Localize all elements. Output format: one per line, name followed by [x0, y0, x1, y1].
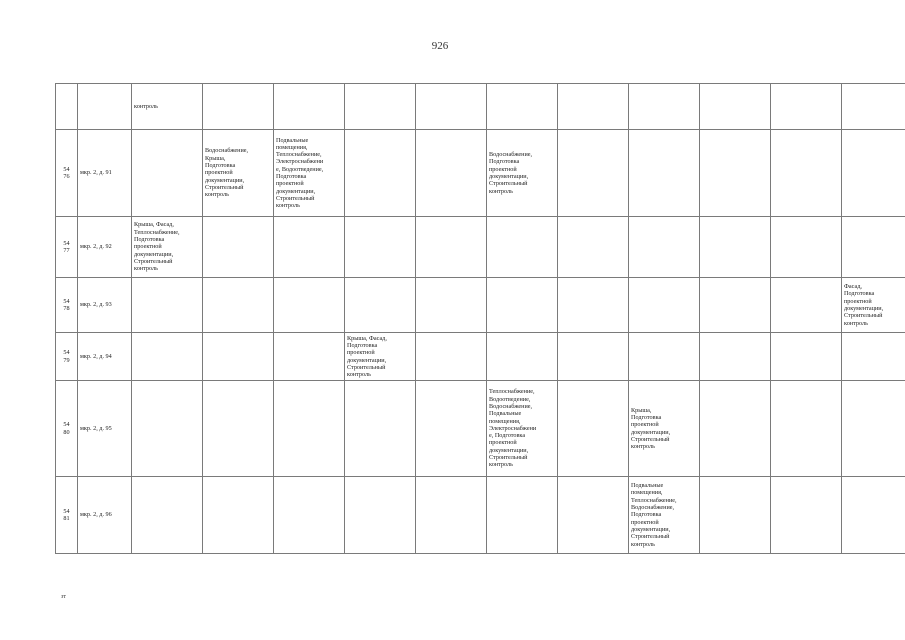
work-item-text: Строительный — [844, 312, 883, 320]
work-cell — [487, 381, 558, 477]
work-cell — [842, 381, 905, 477]
work-cell — [700, 477, 771, 554]
work-item-text: проектной — [276, 180, 304, 188]
work-cell — [771, 278, 842, 333]
work-item-text: Подготовка — [205, 162, 236, 170]
work-item-text: контроль — [631, 540, 655, 548]
row-number-part: 76 — [63, 173, 70, 180]
work-item-text: Подготовка — [347, 341, 378, 349]
work-cell — [487, 278, 558, 333]
work-cell — [132, 84, 203, 130]
work-cell — [700, 381, 771, 477]
table-row — [56, 130, 905, 217]
work-cell — [345, 84, 416, 130]
work-cell — [274, 278, 345, 333]
row-number-part: 54 — [63, 239, 70, 247]
work-cell — [558, 381, 629, 477]
work-cell — [842, 333, 905, 381]
address-cell: мкр. 2, д. 91 — [78, 130, 132, 217]
work-cell — [203, 84, 274, 130]
work-item-text: Теплоснабжение, — [134, 228, 180, 236]
work-item-text: контроль — [205, 191, 229, 199]
work-cell — [345, 278, 416, 333]
work-cell — [345, 333, 416, 381]
work-item-text: контроль — [276, 202, 300, 210]
work-cell — [771, 381, 842, 477]
row-number-cell — [56, 477, 78, 554]
address-cell: мкр. 2, д. 94 — [78, 333, 132, 381]
work-cell — [274, 130, 345, 217]
work-cell — [558, 477, 629, 554]
work-cell — [132, 333, 203, 381]
row-number-cell — [56, 84, 78, 130]
work-cell — [842, 278, 905, 333]
address-cell: мкр. 2, д. 95 — [78, 381, 132, 477]
work-item-text: проектной — [631, 518, 659, 526]
work-item-text: Подвальные — [489, 410, 522, 418]
work-cell — [629, 278, 700, 333]
work-cell — [771, 477, 842, 554]
work-cell — [558, 278, 629, 333]
work-item-text: документации, — [489, 173, 529, 180]
work-item-text: проектной — [347, 349, 375, 357]
work-cell — [771, 217, 842, 278]
table-row — [56, 381, 905, 477]
work-item-text: Строительный — [489, 454, 528, 462]
work-cell — [487, 130, 558, 217]
table-row — [56, 333, 905, 381]
work-cell — [842, 217, 905, 278]
work-cell — [558, 217, 629, 278]
work-cell — [274, 333, 345, 381]
work-item-text: Крыша, — [631, 406, 652, 414]
work-item-text: Строительный — [276, 194, 315, 202]
work-cell — [345, 381, 416, 477]
work-item-text: помещения, — [489, 417, 521, 425]
row-number-part: 54 — [63, 297, 70, 305]
work-cell — [203, 381, 274, 477]
work-item-text: Крыша, Фасад, — [134, 221, 174, 229]
work-item-text: документации, — [205, 176, 245, 184]
work-cell — [203, 278, 274, 333]
row-number-cell — [56, 278, 78, 333]
work-cell — [345, 477, 416, 554]
work-item-text: Подвальные — [631, 482, 664, 490]
row-number-part: 78 — [63, 305, 70, 312]
work-cell — [487, 217, 558, 278]
table-row — [56, 217, 905, 278]
work-item-text: проектной — [489, 439, 517, 447]
work-cell — [274, 477, 345, 554]
work-cell — [629, 381, 700, 477]
row-number-cell — [56, 333, 78, 381]
work-item-text: Подготовка — [631, 511, 662, 519]
work-cell — [132, 278, 203, 333]
work-cell — [132, 130, 203, 217]
work-cell — [558, 84, 629, 130]
work-item-text: контроль — [489, 461, 513, 469]
work-cell — [416, 333, 487, 381]
row-number-part: 54 — [63, 507, 70, 515]
work-item-text: контроль — [489, 187, 513, 195]
work-cell — [487, 477, 558, 554]
work-item-text: Строительный — [631, 435, 670, 443]
work-cell — [416, 381, 487, 477]
work-cell — [416, 477, 487, 554]
address-cell: мкр. 2, д. 92 — [78, 217, 132, 278]
work-cell — [132, 381, 203, 477]
work-item-text: Строительный — [347, 363, 386, 371]
work-item-text: е, Водоотведение, — [276, 165, 324, 173]
row-number-part: 54 — [63, 165, 70, 173]
work-cell — [203, 130, 274, 217]
work-cell — [132, 477, 203, 554]
work-item-text: помещения, — [631, 489, 663, 497]
work-cell — [274, 84, 345, 130]
work-cell — [203, 217, 274, 278]
row-number-cell — [56, 130, 78, 217]
work-item-text: е, Подготовка — [489, 432, 526, 440]
schedule-body — [56, 84, 905, 554]
work-cell — [487, 84, 558, 130]
work-item-text: Водоснабжение, — [205, 147, 249, 155]
work-cell — [416, 130, 487, 217]
work-cell — [629, 130, 700, 217]
work-item-text: документации, — [276, 187, 316, 195]
address-cell — [78, 84, 132, 130]
repair-schedule-table — [55, 83, 905, 554]
work-item-text: Крыша, — [205, 154, 226, 162]
work-cell — [558, 130, 629, 217]
work-item-text: контроль — [134, 102, 158, 110]
work-item-text: Крыша, Фасад, — [347, 334, 387, 342]
row-number-part: 77 — [63, 247, 70, 254]
row-number-part: 80 — [63, 428, 70, 436]
row-number-part: 54 — [63, 349, 70, 357]
work-cell — [700, 84, 771, 130]
work-item-text: Водоотведение, — [489, 395, 531, 403]
work-item-text: Подготовка — [631, 413, 662, 421]
work-cell — [771, 333, 842, 381]
work-cell — [558, 333, 629, 381]
work-item-text: Подготовка — [276, 173, 307, 180]
work-cell — [629, 217, 700, 278]
work-item-text: документации, — [134, 250, 174, 258]
work-cell — [132, 217, 203, 278]
work-item-text: Электроснабжени — [489, 424, 537, 432]
work-cell — [700, 278, 771, 333]
work-item-text: Водоснабжение, — [489, 402, 533, 410]
work-item-text: Строительный — [205, 183, 244, 191]
footer-mark: зт — [61, 594, 66, 600]
work-cell — [416, 217, 487, 278]
work-item-text: проектной — [489, 165, 517, 173]
work-item-text: Теплоснабжение, — [489, 388, 535, 396]
work-item-text: документации, — [631, 428, 671, 436]
row-number-part: 54 — [63, 421, 70, 429]
work-item-text: Подготовка — [844, 290, 875, 298]
work-item-text: Подготовка — [134, 236, 165, 244]
work-cell — [700, 217, 771, 278]
work-item-text: контроль — [347, 371, 371, 379]
work-cell — [274, 381, 345, 477]
work-item-text: Водоснабжение, — [631, 504, 675, 512]
row-number-part: 81 — [63, 515, 70, 522]
work-item-text: Строительный — [631, 533, 670, 541]
work-cell — [842, 477, 905, 554]
work-cell — [487, 333, 558, 381]
work-cell — [629, 477, 700, 554]
work-cell — [416, 84, 487, 130]
work-item-text: проектной — [205, 169, 233, 177]
work-cell — [629, 84, 700, 130]
work-item-text: документации, — [631, 525, 671, 533]
work-item-text: проектной — [134, 243, 162, 251]
row-number-part: 79 — [63, 356, 70, 364]
work-item-text: Строительный — [489, 180, 528, 188]
work-item-text: Водоснабжение, — [489, 151, 533, 159]
work-cell — [203, 333, 274, 381]
work-item-text: документации, — [489, 446, 529, 454]
table-row — [56, 278, 905, 333]
work-item-text: Подвальные — [276, 136, 309, 144]
work-item-text: документации, — [844, 305, 884, 312]
work-item-text: контроль — [844, 319, 868, 327]
work-cell — [416, 278, 487, 333]
row-number-cell — [56, 217, 78, 278]
work-item-text: Подготовка — [489, 158, 520, 166]
address-cell: мкр. 2, д. 96 — [78, 477, 132, 554]
work-cell — [700, 333, 771, 381]
page-number: 926 — [431, 40, 449, 52]
work-item-text: Электроснабжени — [276, 158, 324, 166]
address-cell: мкр. 2, д. 93 — [78, 278, 132, 333]
work-cell — [700, 130, 771, 217]
row-number-cell — [56, 381, 78, 477]
work-cell — [203, 477, 274, 554]
work-item-text: проектной — [844, 297, 872, 305]
table-row — [56, 477, 905, 554]
work-item-text: Фасад, — [844, 283, 862, 291]
table-row — [56, 84, 905, 130]
work-cell — [771, 84, 842, 130]
work-cell — [345, 130, 416, 217]
work-item-text: контроль — [134, 265, 158, 273]
work-cell — [274, 217, 345, 278]
work-item-text: Строительный — [134, 257, 173, 265]
work-cell — [345, 217, 416, 278]
work-cell — [629, 333, 700, 381]
work-cell — [842, 84, 905, 130]
work-item-text: проектной — [631, 421, 659, 429]
work-item-text: Теплоснабжение, — [276, 151, 322, 159]
work-item-text: контроль — [631, 443, 655, 451]
work-item-text: Теплоснабжение, — [631, 496, 677, 504]
work-item-text: документации, — [347, 356, 387, 364]
work-cell — [771, 130, 842, 217]
work-item-text: помещения, — [276, 143, 308, 151]
